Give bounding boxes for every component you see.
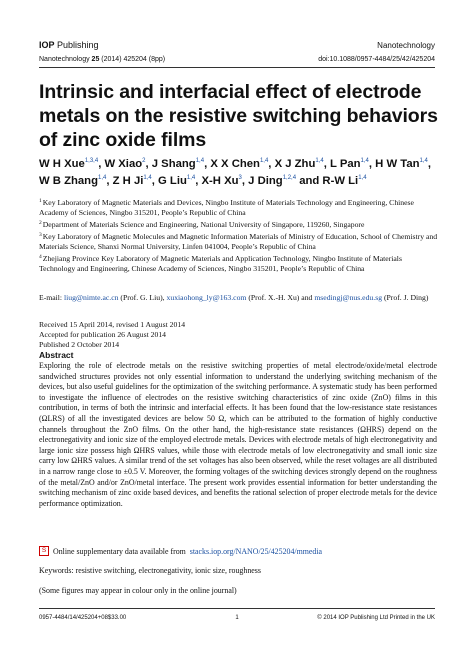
affiliation-text: Key Laboratory of Magnetic Materials and Devices, Ningbo Institute of Materials Technology and Engineering, Chinese Academy of Sciences, Ningbo 315201, People’s Republic of China — [39, 198, 414, 217]
author-name: J Ding — [248, 174, 283, 187]
affiliation-text: Department of Materials Science and Engineering, National University of Singapore, 119260, Singapore — [42, 220, 365, 229]
affiliation-number: 3 — [39, 232, 42, 238]
supplementary-icon: S — [39, 546, 49, 556]
colour-note: (Some figures may appear in colour only in the online journal) — [39, 586, 237, 595]
email-link[interactable]: xuxiaohong_ly@163.com — [166, 293, 247, 302]
author-name: R-W Li — [322, 174, 359, 187]
email-owner: (Prof. J. Ding) — [382, 293, 429, 302]
affiliation-text: Zhejiang Province Key Laboratory of Magnetic Materials and Application Technology, Ningbo Institute of Materials Technology and Engineering, Chinese Academy of Sciences, Ningbo 315201, People’s Republic of China — [39, 254, 402, 273]
email-owner: (Prof. G. Liu), — [118, 293, 167, 302]
publication-dates — [39, 320, 439, 350]
citation: Nanotechnology 25 (2014) 425204 (8pp) — [39, 56, 166, 63]
supplementary-link[interactable]: stacks.iop.org/NANO/25/425204/mmedia — [189, 546, 323, 556]
supplementary-text: Online supplementary data available from — [53, 546, 186, 556]
footer-divider — [39, 608, 435, 609]
author-name: J Shang — [151, 158, 196, 170]
date-received: Received 15 April 2014, revised 1 August 2014 — [39, 320, 186, 329]
affiliation-item — [39, 252, 439, 274]
author-affiliation-marker[interactable]: 1,4 — [358, 174, 367, 181]
author-affiliation-marker[interactable]: 3 — [238, 174, 242, 181]
author-name: G Liu — [158, 174, 187, 187]
affiliation-number: 1 — [39, 198, 42, 204]
author-affiliation-marker[interactable]: 2 — [142, 158, 146, 164]
footer-code: 0957-4484/14/425204+08$33.00 — [39, 615, 127, 621]
affiliation-item — [39, 218, 439, 230]
copyright: © 2014 IOP Publishing Ltd Printed in the UK — [317, 615, 435, 621]
header-divider — [39, 67, 435, 68]
author-name: X-H Xu — [201, 174, 239, 187]
doi-link[interactable]: doi:10.1088/0957-4484/25/42/425204 — [318, 56, 435, 63]
paper-title: Intrinsic and interfacial effect of electrode metals on the resistive switching behaviors of zinc oxide films — [39, 81, 438, 151]
supplementary-line — [39, 546, 322, 556]
email-owner: (Prof. X.-H. Xu) and — [246, 293, 315, 302]
page-number: 1 — [235, 615, 239, 621]
author-name: H W Tan — [375, 158, 420, 170]
author-name: X J Zhu — [274, 158, 316, 170]
author-affiliation-marker[interactable]: 1,4 — [97, 174, 107, 181]
author-affiliation-marker[interactable]: 1,4 — [186, 174, 196, 181]
affiliation-number: 2 — [39, 220, 42, 226]
email-block — [39, 293, 439, 303]
date-accepted: Accepted for publication 26 August 2014 — [39, 330, 167, 339]
abstract-text: Exploring the role of electrode metals on the resistive switching properties of metal electrode/oxide/metal electrode sandwiched structures provides not only essential information to understand the underlying switching mechanism of the devices, but also useful guidelines for the optimization of the switching performance. A systematic study has been performed to investigate the influence of electrodes on the resistive switching characteristics of zinc oxide (ZnO) films in this contribution, in terms of both the intrinsic and interfacial effects. It has been found that the low-resistance state resistances (ΩLRS) of all the investigated devices are below 50 Ω, which can be attributed to the formation of highly conductive channels throughout the ZnO films. On the other hand, the high-resistance state resistances (ΩHRS) depend on the electronegativity and ionic size of the employed electrode metals. Devices with electrode metals of high electronegativity and large ionic size possess high ΩHRS values, while those with electrode metals of low electronegativity and small ionic size carry low ΩHRS values. A similar trend of the set voltages has also been observed, while the reset voltages are all distributed in a narrow range close to ±0.5 V. Moreover, the forming voltages of the switching devices strongly depend on the roughness of the metal/ZnO and/or ZnO/metal interface. The present work provides essential information for better understanding the switching mechanism of zinc oxide based devices, and benefits the rational selection of proper electrode metals for the device performance optimization. — [39, 361, 437, 508]
author-affiliation-marker[interactable]: 1,4 — [360, 158, 369, 164]
author-affiliation-marker[interactable]: 1,4 — [315, 158, 324, 164]
journal-header — [39, 39, 435, 51]
date-published: Published 2 October 2014 — [39, 340, 120, 349]
affiliation-number: 4 — [39, 254, 42, 260]
author-name: L Pan — [329, 158, 361, 170]
affiliations — [39, 196, 439, 274]
page-footer — [39, 613, 435, 623]
author-affiliation-marker[interactable]: 1,4 — [143, 174, 152, 181]
author-affiliation-marker[interactable]: 1,4 — [195, 158, 205, 164]
email-label: E-mail: — [39, 293, 64, 302]
affiliation-text: Key Laboratory of Magnetic Molecules and Magnetic Information Materials of Ministry of Education, School of Chemistry and Materials Science, Shanxi Normal University, Linfen 041004, People’s Republic of China — [39, 232, 438, 251]
email-link[interactable]: liug@nimte.ac.cn — [63, 293, 119, 302]
publisher-logo: IOP Publishing — [39, 40, 99, 50]
author-name: W B Zhang — [39, 174, 98, 187]
author-list: W H Xue$^{1,3,4}$, W Xiao$^2$, J Shang$^{1,4}$, X X Chen$^{1,4}$, X J Zhu$^{1,4}$, L Pan$^{1,4}$, H W Tan$^{1,4}$, W B Zhang$^{1,4}$, Z H Ji$^{1,4}$, G Liu$^{1,4}$, X-H Xu$^3$, J Ding$^{1,2,4}$ and R-W Li$^{1,4}$ — [39, 158, 431, 187]
author-name: X X Chen — [210, 158, 260, 170]
author-name: Z H Ji — [112, 174, 144, 187]
affiliation-item — [39, 196, 439, 218]
author-name: W Xiao — [104, 158, 143, 170]
author-affiliation-marker[interactable]: 1,3,4 — [84, 158, 99, 164]
abstract-heading: Abstract — [39, 350, 74, 360]
affiliation-item — [39, 230, 439, 252]
author-affiliation-marker[interactable]: 1,2,4 — [282, 174, 297, 181]
author-affiliation-marker[interactable]: 1,4 — [419, 158, 428, 164]
citation-row — [39, 54, 435, 65]
journal-name: Nanotechnology — [377, 40, 435, 50]
author-and: and — [299, 174, 320, 187]
author-affiliation-marker[interactable]: 1,4 — [259, 158, 269, 164]
email-link[interactable]: msedingj@nus.edu.sg — [314, 293, 383, 302]
author-name: W H Xue — [39, 158, 85, 170]
keywords: Keywords: resistive switching, electronegativity, ionic size, roughness — [39, 566, 261, 575]
